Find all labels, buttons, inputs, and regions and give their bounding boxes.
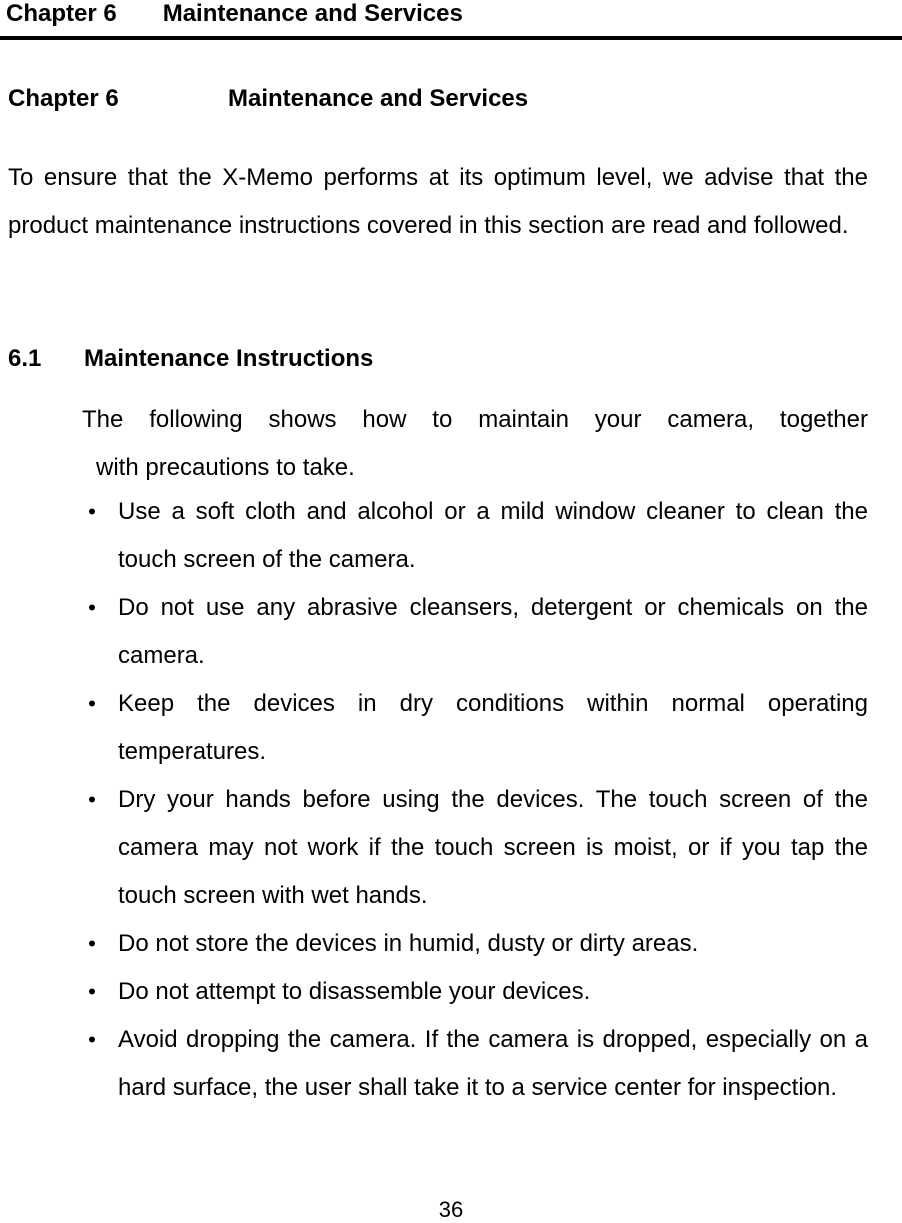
list-item (78, 968, 868, 1016)
maintenance-bullet-list (78, 488, 868, 1112)
chapter-title (8, 84, 528, 114)
running-header (6, 0, 463, 28)
list-item (78, 680, 868, 776)
bullet-icon: • (88, 931, 96, 956)
bullet-icon: • (88, 499, 96, 524)
section-number: 6.1 (8, 345, 42, 372)
chapter-name: Maintenance and Services (228, 85, 529, 112)
section-intro-line-1: The following shows how to maintain your camera, together (82, 406, 868, 433)
bullet-icon: • (88, 979, 96, 1004)
bullet-icon: • (88, 595, 96, 620)
section-intro (82, 396, 868, 492)
running-header-chapter-label: Chapter 6 (6, 0, 117, 27)
list-item (78, 920, 868, 968)
section-title: Maintenance Instructions (84, 345, 374, 372)
list-item (78, 488, 868, 584)
list-item-text: Do not attempt to disassemble your devices. (118, 978, 591, 1005)
list-item-text: Use a soft cloth and alcohol or a mild window cleaner to clean the touch screen of the camera. (118, 498, 868, 573)
page-number: 36 (438, 1197, 464, 1222)
intro-paragraph: To ensure that the X-Memo performs at its optimum level, we advise that the product maintenance instructions covered in this section are read and followed. (8, 164, 868, 239)
list-item-text: Keep the devices in dry conditions within normal operating temperatures. (118, 690, 868, 765)
list-item (78, 584, 868, 680)
bullet-icon: • (88, 1027, 96, 1052)
section-intro-line-2: with precautions to take. (96, 454, 355, 481)
list-item-text: Dry your hands before using the devices. The touch screen of the camera may not work if the touch screen is moist, or if you tap the touch screen with wet hands. (118, 786, 868, 909)
list-item-text: Do not store the devices in humid, dusty or dirty areas. (118, 930, 699, 957)
list-item (78, 776, 868, 920)
running-header-chapter-title: Maintenance and Services (162, 0, 463, 27)
header-rule (0, 36, 902, 40)
bullet-icon: • (88, 787, 96, 812)
list-item-text: Do not use any abrasive cleansers, detergent or chemicals on the camera. (118, 594, 868, 669)
section-heading (8, 344, 373, 374)
chapter-number: Chapter 6 (8, 85, 119, 112)
bullet-icon: • (88, 691, 96, 716)
list-item (78, 1016, 868, 1112)
list-item-text: Avoid dropping the camera. If the camera is dropped, especially on a hard surface, the user shall take it to a service center for inspection. (118, 1026, 868, 1101)
